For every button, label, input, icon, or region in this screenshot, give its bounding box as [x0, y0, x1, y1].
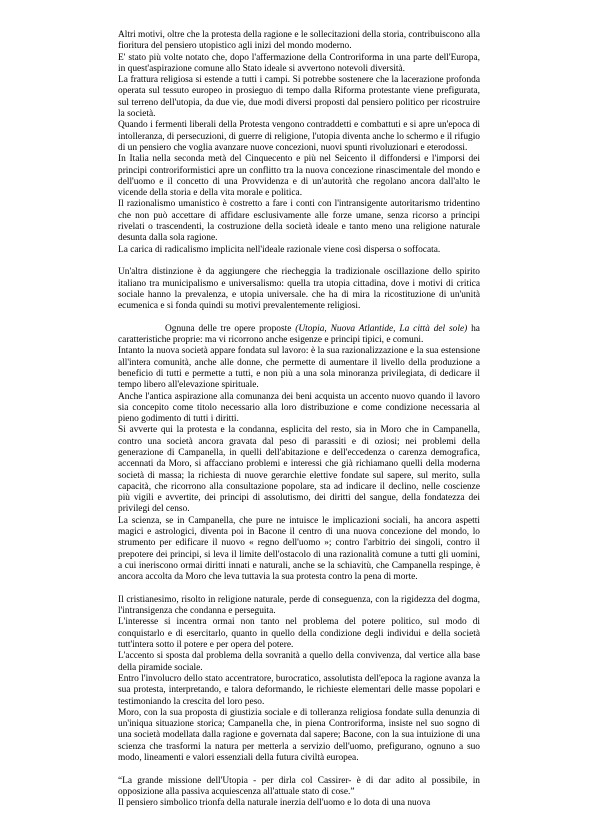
paragraph: Il razionalismo umanistico è costretto a fare i conti con l'intransigente autoritarismo tridentino che non può accettare di affidare esclusivamente alle forze umane, senza ricorso a principi rivelati o trascendenti, la costruzione della società ideale e tanto meno una religione naturale desunta dalla sola ragione. — [118, 199, 480, 244]
paragraph: Altri motivi, oltre che la protesta della ragione e le sollecitazioni della storia, contribuiscono alla fioritura del pensiero utopistico agli inizi del mondo moderno. — [118, 30, 480, 52]
paragraph: Si avverte qui la protesta e la condanna, esplicita del resto, sia in Moro che in Campanella, contro una società ancora gravata dal peso di parassiti e di oziosi; nei problemi della generazione di Campanella, in quelli dell'abitazione e dell'eccedenza o carenza demografica, accennati da Moro, si affacciano problemi e interessi che già richiamano quelli della moderna società di massa; la richiesta di nuove gerarchie elettive fondate sul sapere, sul merito, sulla capacità, che ricorrono alla consultazione popolare, sta ad indicare il declino, nelle coscienze più vigili e avvertite, dei principi di assolutismo, dei diritti del sangue, della fondatezza dei privilegi del censo. — [118, 425, 480, 515]
paragraph: In Italia nella seconda metà del Cinquecento e più nel Seicento il diffondersi e l'imporsi dei principi controriformistici apre un conflitto tra la nuova concezione rinascimentale del mondo e dell'uomo e il concetto di una Provvidenza e di un'autorità che regolano ancora dall'alto le vicende della storia e della vita morale e politica. — [118, 154, 480, 199]
paragraph: Un'altra distinzione è da aggiungere che riecheggia la tradizionale oscillazione dello spirito italiano tra municipalismo e universalismo: quella tra utopia cittadina, dove i motivi di critica sociale hanno la prevalenza, e utopia universale. che ha di mira la ricostituzione di un'unità ecumenica e si fonda quindi su motivi prevalentemente religiosi. — [118, 267, 480, 312]
paragraph: La scienza, se in Campanella, che pure ne intuisce le implicazioni sociali, ha ancora aspetti magici e astrologici, diventa poi in Bacone il centro di una nuova concezione del mondo, lo strumento per edificare il nuovo « regno dell'uomo »; contro l'arbitrio dei singoli, contro il prepotere dei principi, si leva il limite dell'ostacolo di una razionalità comune a tutti gli uomini, a cui ineriscono ormai diritti innati e naturali, anche se la schiavitù, che Campanella respinge, è ancora accolta da Moro che leva tuttavia la sua protesta contro la pena di morte. — [118, 515, 480, 583]
paragraph: L'interesse si incentra ormai non tanto nel problema del potere politico, sul modo di conquistarlo e di esercitarlo, quanto in quello della condizione degli individui e della società tutt'intera sotto il potere e per opera del potere. — [118, 617, 480, 651]
paragraph: Anche l'antica aspirazione alla comunanza dei beni acquista un accento nuovo quando il lavoro sia concepito come titolo necessario alla loro distribuzione e come condizione necessaria al pieno godimento di tutti i diritti. — [118, 391, 480, 425]
document-page — [118, 30, 480, 809]
paragraph: E' stato più volte notato che, dopo l'affermazione della Controriforma in una parte dell'Europa, in quest'aspirazione comune allo Stato ideale si avvertono notevoli diversità. — [118, 52, 480, 74]
paragraph: La frattura religiosa si estende a tutti i campi. Si potrebbe sostenere che la lacerazione profonda operata sul tessuto europeo in prosieguo di tempo dalla Riforma protestante viene prefigurata, sul terreno dell'utopia, da due vie, due modi diversi proposti dal pensiero politico per ricostruire la società. — [118, 75, 480, 120]
paragraph: Intanto la nuova società appare fondata sul lavoro: è la sua razionalizzazione e la sua estensione all'intera comunità, anche alle donne, che permette di aumentare il livello della produzione a beneficio di tutti e permette a tutti, e non più a una sola minoranza privilegiata, di dedicare il tempo libero all'elevazione spirituale. — [118, 346, 480, 391]
paragraph: Quando i fermenti liberali della Protesta vengono contraddetti e combattuti e si apre un'epoca di intolleranza, di persecuzioni, di guerre di religione, l'utopia diventa anche lo schermo e il rifugio di un pensiero che voglia avanzare nuove concezioni, nuovi spunti rivoluzionari e eterodossi. — [118, 120, 480, 153]
quotation: “La grande missione dell'Utopia - per dirla col Cassirer- è di dar adito al possibile, in opposizione alla passiva acquiescenza all'attuale stato di cose.” — [118, 775, 480, 797]
paragraph-text: ha caratteristiche proprie: ma vi ricorrono anche esigenze e principi tipici, e comuni. — [118, 323, 480, 346]
paragraph: La carica di radicalismo implicita nell'ideale razionale viene così dispersa o soffocata. — [118, 244, 441, 255]
paragraph: Il pensiero simbolico trionfa della naturale inerzia dell'uomo e lo dota di una nuova — [118, 798, 431, 809]
paragraph-text: Ognuna delle tre opere proposte — [165, 323, 296, 334]
paragraph — [118, 324, 480, 347]
paragraph: Il cristianesimo, risolto in religione naturale, perde di conseguenza, con la rigidezza del dogma, l'intransigenza che condanna e perseguita. — [118, 594, 480, 617]
paragraph: Moro, con la sua proposta di giustizia sociale e di tolleranza religiosa fondate sulla denunzia di un'iniqua situazione storica; Campanella che, in piena Controriforma, insiste nel suo sogno di una società modellata dalla ragione e governata dal sapere; Bacone, con la sua intuizione di una scienza che trasformi la natura per metterla a servizio dell'uomo, prefigurano, ognuno a suo modo, lineamenti e valori essenziali della futura civiltà europea. — [118, 707, 480, 763]
work-titles: (Utopia, Nuova Atlantide, La città del sole) — [295, 323, 468, 334]
paragraph: Entro l'involucro dello stato accentratore, burocratico, assolutista dell'epoca la ragione avanza la sua protesta, interpretando, e talora deformando, le richieste elementari delle masse popolari e testimoniando la crescita del loro peso. — [118, 673, 480, 707]
paragraph: L'accento si sposta dal problema della sovranità a quello della convivenza, dal vertice alla base della piramide sociale. — [118, 651, 480, 673]
